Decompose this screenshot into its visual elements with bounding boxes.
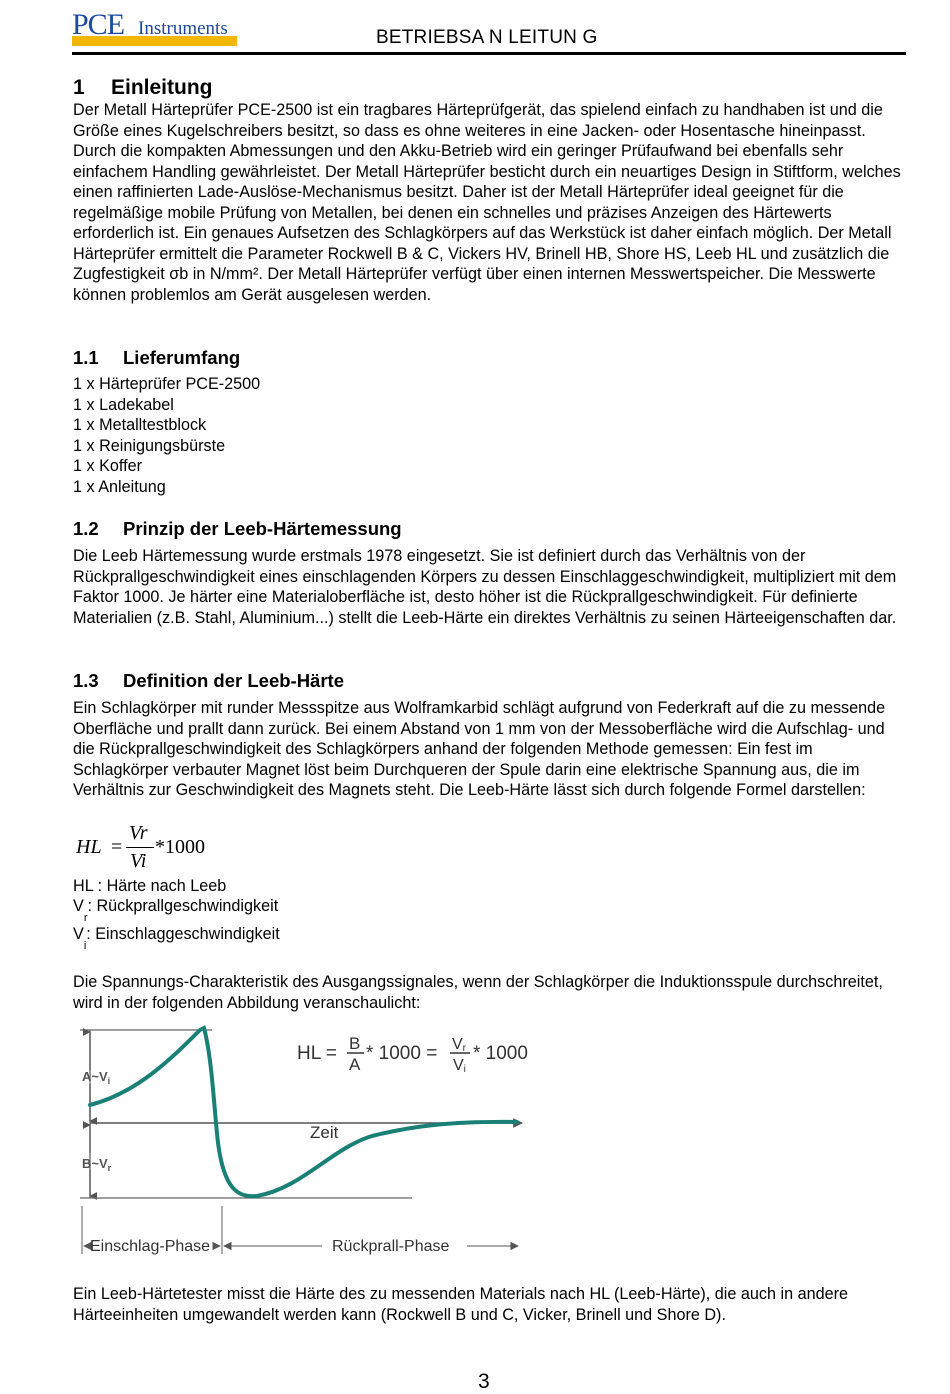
definition-text: : Einschlaggeschwindigkeit xyxy=(86,925,280,943)
definition-text: : Härte nach Leeb xyxy=(93,877,227,895)
label-a-vi: $A\sim V_i$ xyxy=(82,1069,111,1086)
heading-prinzip xyxy=(73,518,402,540)
conclusion-paragraph: Ein Leeb-Härtetester misst die Härte des zu messenden Materials nach HL (Leeb-Härte), die auch in andere Härteeinheiten umgewandelt werden kann (Rockwell B und C, Vicker, Brinell und Shore D). xyxy=(73,1285,848,1324)
formula-denominator: Vi xyxy=(130,850,147,872)
heading-text: Definition der Leeb-Härte xyxy=(123,670,344,691)
delivery-list xyxy=(73,374,260,497)
list-item: 1 x Reinigungsbürste xyxy=(73,436,226,455)
definition-text: : Rückprallgeschwindigkeit xyxy=(87,897,279,915)
logo-instruments-text: Instruments xyxy=(138,18,228,39)
definition-subscript: i xyxy=(83,940,87,952)
list-item: 1 x Anleitung xyxy=(73,477,166,496)
formula-numerator: Vr xyxy=(129,822,148,844)
figure-formula-end: * 1000 xyxy=(473,1043,528,1064)
signal-characteristic-figure xyxy=(72,1018,532,1260)
figure-formula-a: A xyxy=(349,1055,361,1074)
list-item: 1 x Ladekabel xyxy=(73,395,174,414)
definition-subscript: r xyxy=(83,912,88,924)
list-item: 1 x Koffer xyxy=(73,457,142,475)
heading-number: 1.2 xyxy=(73,518,99,539)
figure-formula-hl: HL = xyxy=(297,1043,337,1064)
fraction-bar xyxy=(126,847,154,848)
heading-number: 1.3 xyxy=(73,670,99,691)
definition-vr xyxy=(73,896,279,924)
heading-text: Prinzip der Leeb-Härtemessung xyxy=(123,518,402,539)
figure-formula-b: B xyxy=(349,1034,361,1053)
heading-text: Lieferumfang xyxy=(123,347,241,368)
definition-vi xyxy=(73,924,280,952)
prinzip-paragraph: Die Leeb Härtemessung wurde erstmals 1978 eingesetzt. Sie ist definiert durch das Verhältnis von der Rückprallgeschwindigkeit eines einschlagenden Körpers zu dessen Einschlaggeschwindigkeit, multipliziert mit dem Faktor 1000. Je härter eine Materialoberfläche ist, desto höher ist die Rückprallgeschwindigkeit. Für definierte Materialien (z.B. Stahl, Aluminium...) stellt die Leeb-Härte ein direktes Verhältnis zu seinen Härteeigenschaften dar. xyxy=(73,547,897,627)
definition-symbol: V xyxy=(73,897,84,915)
heading-definition xyxy=(73,670,344,692)
leeb-formula xyxy=(76,822,236,874)
figure-formula-vi: Vi xyxy=(453,1057,466,1075)
list-item: 1 x Härteprüfer PCE-2500 xyxy=(73,375,261,393)
definition-symbol: V xyxy=(73,925,84,943)
list-item: 1 x Metalltestblock xyxy=(73,416,207,434)
heading-einleitung xyxy=(73,76,213,100)
header-divider xyxy=(72,52,906,55)
logo-pce-text: PCE xyxy=(72,8,125,41)
page-number: 3 xyxy=(478,1370,490,1393)
formula-factor: *1000 xyxy=(155,836,205,858)
heading-lieferumfang xyxy=(73,347,240,369)
label-b-vr: $B\sim V_r$ xyxy=(82,1156,112,1173)
heading-number: 1 xyxy=(73,76,85,99)
heading-number: 1.1 xyxy=(73,347,99,368)
document-title: BETRIEBSA N LEITUN G xyxy=(376,27,598,48)
formula-equals: = xyxy=(111,836,123,858)
einleitung-paragraph: Der Metall Härteprüfer PCE-2500 ist ein tragbares Härteprüfgerät, das spielend einfach zu handhaben ist und die Größe eines Kugelschreibers besitzt, so dass es ohne weiteres in eine Jacken- oder Hosentasche hineinpasst. Durch die kompakten Abmessungen und den Akku-Betrieb wird ein geringer Prüfaufwand bei ebenfalls sehr einfachem Handling gewährleistet. Der Metall Härteprüfer besticht durch ein neuartiges Design in Stiftform, welches einen raffinierten Lade-Auslöse-Mechanismus besitzt. Daher ist der Metall Härteprüfer ideal geeignet für die regelmäßige mobile Prüfung von Metallen, bei denen ein schnelles und präzises Anzeigen des Härtewerts erforderlich ist. Ein genaues Aufsetzen des Schlagkörpers auf das Werkstück ist daher einfach möglich. Der Metall Härteprüfer ermittelt die Parameter Rockwell B & C, Vickers HV, Brinell HB, Shore HS, Leeb HL und zusätzlich die Zugfestigkeit σb in N/mm². Der Metall Härteprüfer verfügt über einen internen Messwertspeicher. Die Messwerte können problemlos am Gerät ausgelesen werden. xyxy=(73,101,901,304)
rebound-phase-label: Rückprall-Phase xyxy=(332,1238,450,1255)
definition-symbol: HL xyxy=(73,877,94,895)
pce-logo xyxy=(72,8,237,46)
heading-text: Einleitung xyxy=(111,76,213,99)
figure-intro-paragraph: Die Spannungs-Charakteristik des Ausgangssignales, wenn der Schlagkörper die Induktionsspule durchschreitet, wird in der folgenden Abbildung veranschaulicht: xyxy=(73,973,883,1012)
definition-hl xyxy=(73,876,226,896)
impact-phase-label: Einschlag-Phase xyxy=(90,1238,211,1255)
formula-lhs: HL xyxy=(76,836,102,858)
definition-paragraph: Ein Schlagkörper mit runder Messspitze aus Wolframkarbid schlägt aufgrund von Federkraft auf die zu messende Oberfläche und prallt dann zurück. Bei einem Abstand von 1 mm von der Messoberfläche wird die Aufschlag- und die Rückprallgeschwindigkeit des Schlagkörpers anhand der folgenden Methode gemessen: Ein fest im Schlagkörper verbauter Magnet löst beim Durchqueren der Spule darin eine elektrische Spannung aus, die im Verhältnis zur Geschwindigkeit des Magnets steht. Die Leeb-Härte lässt sich durch folgende Formel darstellen: xyxy=(73,699,886,799)
time-axis-label: Zeit xyxy=(310,1123,339,1142)
figure-formula-mid: * 1000 = xyxy=(366,1043,438,1064)
figure-formula-vr: Vr xyxy=(452,1036,467,1054)
